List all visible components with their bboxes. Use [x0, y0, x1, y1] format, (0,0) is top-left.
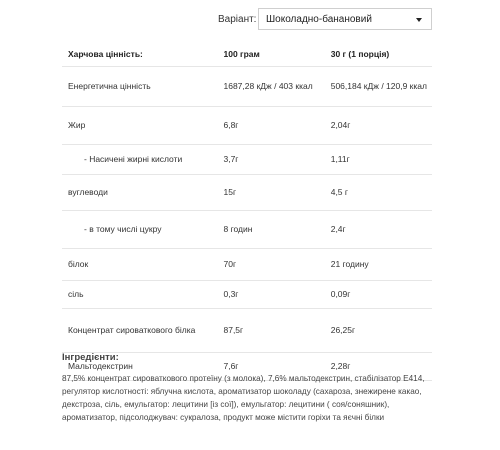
nutrient-per-serving: 21 годину — [325, 249, 432, 281]
nutrient-name: Жир — [62, 107, 217, 145]
variant-selector-row — [0, 8, 500, 32]
nutrition-table-header — [62, 42, 432, 67]
nutrient-per-100g: 3,7г — [217, 145, 324, 175]
table-row — [62, 211, 432, 249]
variant-label: Варіант: — [218, 14, 257, 25]
nutrient-per-serving: 2,04г — [325, 107, 432, 145]
nutrient-per-100g: 0,3г — [217, 281, 324, 309]
nutrient-per-serving: 26,25г — [325, 309, 432, 353]
nutrient-name: Енергетична цінність — [62, 67, 217, 107]
nutrient-name: сіль — [62, 281, 217, 309]
chevron-down-icon — [416, 18, 422, 22]
nutrient-name: Мальтодекстрин — [62, 353, 217, 381]
nutrient-name: - в тому числі цукру — [62, 211, 217, 249]
nutrient-per-serving: 2,28г — [325, 353, 432, 381]
nutrient-per-serving: 506,184 кДж / 120,9 ккал — [325, 67, 432, 107]
ingredients-section — [62, 352, 437, 424]
nutrition-table — [62, 42, 432, 381]
nutrient-per-100g: 1687,28 кДж / 403 ккал — [217, 67, 324, 107]
nutrient-per-100g: 6,8г — [217, 107, 324, 145]
nutrient-per-serving: 4,5 г — [325, 175, 432, 211]
table-row — [62, 107, 432, 145]
nutrient-name: Концентрат сироваткового білка — [62, 309, 217, 353]
header-per-100g: 100 грам — [217, 42, 324, 67]
table-row — [62, 145, 432, 175]
ingredients-title: Інгредієнти: — [62, 352, 119, 363]
nutrient-per-100g: 7,6г — [217, 353, 324, 381]
table-row — [62, 67, 432, 107]
ingredients-text: 87,5% концентрат сироваткового протеїну (з молока), 7,6% мальтодекстрин, стабілізатор Е414, регулятор кислотності: яблучна кислота, ароматизатор шоколаду (сахароза, знежирене какао, декстроза, сіль, емульгатор: лецитини [із сої]), емульгатор: лецитини ( соя/соняшник), ароматизатор, підсолоджувач: сукралоза, продукт може містити горіхи та яєчні білки — [62, 374, 425, 422]
nutrient-per-100g: 70г — [217, 249, 324, 281]
nutrient-per-serving: 1,11г — [325, 145, 432, 175]
nutrient-per-100g: 8 годин — [217, 211, 324, 249]
nutrient-per-serving: 2,4г — [325, 211, 432, 249]
table-row — [62, 249, 432, 281]
variant-dropdown[interactable] — [258, 8, 432, 30]
header-per-serving: 30 г (1 порція) — [325, 42, 432, 67]
variant-selected-value: Шоколадно-банановий — [266, 14, 372, 25]
nutrient-per-100g: 15г — [217, 175, 324, 211]
table-row — [62, 309, 432, 353]
table-row — [62, 175, 432, 211]
header-nutrient: Харчова цінність: — [62, 42, 217, 67]
nutrient-per-100g: 87,5г — [217, 309, 324, 353]
nutrient-name: білок — [62, 249, 217, 281]
table-row — [62, 281, 432, 309]
nutrient-per-serving: 0,09г — [325, 281, 432, 309]
nutrient-name: - Насичені жирні кислоти — [62, 145, 217, 175]
nutrient-name: вуглеводи — [62, 175, 217, 211]
